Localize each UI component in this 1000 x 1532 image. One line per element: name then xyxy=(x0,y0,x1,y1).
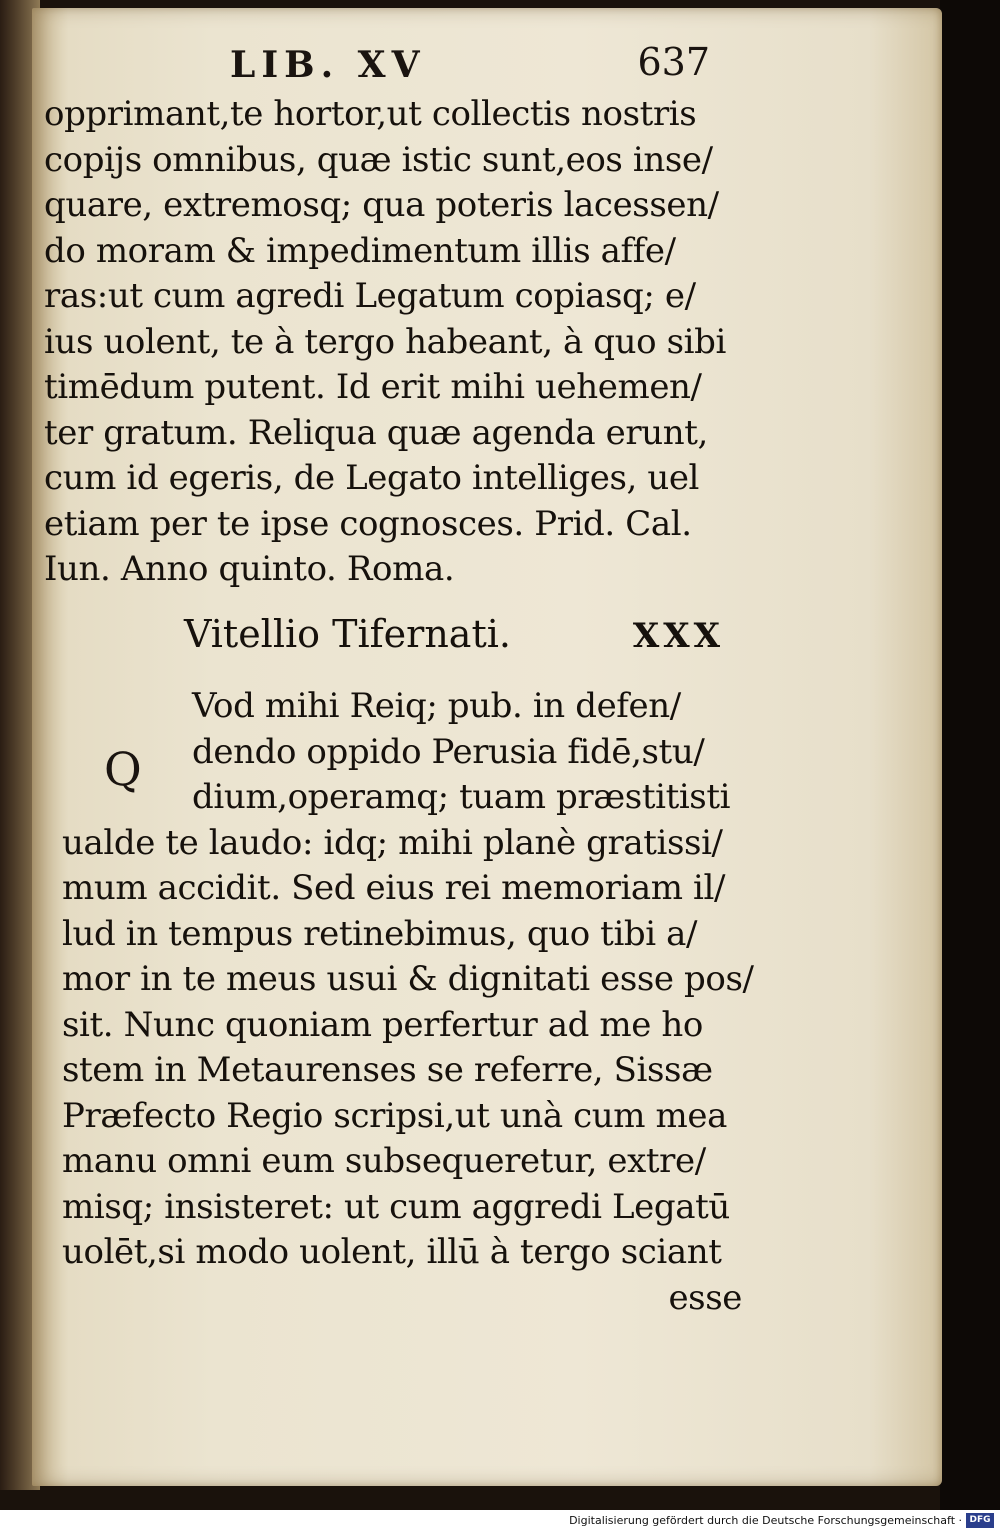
text-line: Vod mihi Reiq; pub. in defen/ xyxy=(192,686,681,726)
text-line: dendo oppido Perusia fidē,stu/ xyxy=(192,731,705,772)
previous-letter-text xyxy=(44,92,744,593)
text-line: cum id egeris, de Legato intelliges, uel xyxy=(44,458,700,498)
text-line: uolēt,si modo uolent, illū à tergo sciant xyxy=(62,1232,722,1272)
text-line: timēdum putent. Id erit mihi uehemen/ xyxy=(44,367,702,407)
letter-body-text xyxy=(62,684,754,1321)
text-line: opprimant,te hortor,ut collectis nostris xyxy=(44,94,697,134)
text-line: stem in Metaurenses se referre, Sissæ xyxy=(62,1050,713,1090)
text-line: sit. Nunc quoniam perfertur ad me ho xyxy=(62,1004,703,1045)
text-line: ius uolent, te à tergo habeant, à quo sibi xyxy=(44,321,726,362)
letter-addressee: Vitellio Tifernati. xyxy=(184,612,511,656)
text-line: Præfecto Regio scripsi,ut unà cum mea xyxy=(62,1095,727,1136)
catchword: esse xyxy=(668,1277,742,1318)
text-line: ter gratum. Reliqua quæ agenda erunt, xyxy=(44,412,708,453)
letter-number: XXX xyxy=(632,616,724,656)
text-line: misq; insisteret: ut cum aggredi Legatū xyxy=(62,1186,730,1227)
letter-heading xyxy=(184,612,724,662)
funding-credit: Digitalisierung gefördert durch die Deutsche Forschungsgemeinschaft · xyxy=(569,1514,962,1527)
text-line: dium,operamq; tuam præstitisti xyxy=(192,777,731,817)
text-line: ualde te laudo: idq; mihi planè gratissi/ xyxy=(62,822,723,863)
text-line: copijs omnibus, quæ istic sunt,eos inse/ xyxy=(44,139,713,180)
page-header xyxy=(230,40,710,90)
page-right-shadow xyxy=(940,0,1000,1510)
text-line: quare, extremosq; qua poteris lacessen/ xyxy=(44,185,719,225)
dfg-logo: DFG xyxy=(966,1513,994,1528)
guide-letter: Q xyxy=(104,742,142,796)
footer-bar xyxy=(0,1510,1000,1532)
text-line: mum accidit. Sed eius rei memoriam il/ xyxy=(62,868,726,908)
text-line: mor in te meus usui & dignitati esse pos/ xyxy=(62,959,754,999)
text-line: manu omni eum subsequeretur, extre/ xyxy=(62,1141,706,1181)
running-head: LIB. XV xyxy=(230,44,426,86)
text-line: do moram & impedimentum illis affe/ xyxy=(44,230,676,271)
text-line: etiam per te ipse cognosces. Prid. Cal. xyxy=(44,503,692,544)
text-line: ras:ut cum agredi Legatum copiasq; e/ xyxy=(44,276,696,316)
text-line: Iun. Anno quinto. Roma. xyxy=(44,549,455,589)
page-number: 637 xyxy=(637,40,710,84)
text-line: lud in tempus retinebimus, quo tibi a/ xyxy=(62,913,698,954)
